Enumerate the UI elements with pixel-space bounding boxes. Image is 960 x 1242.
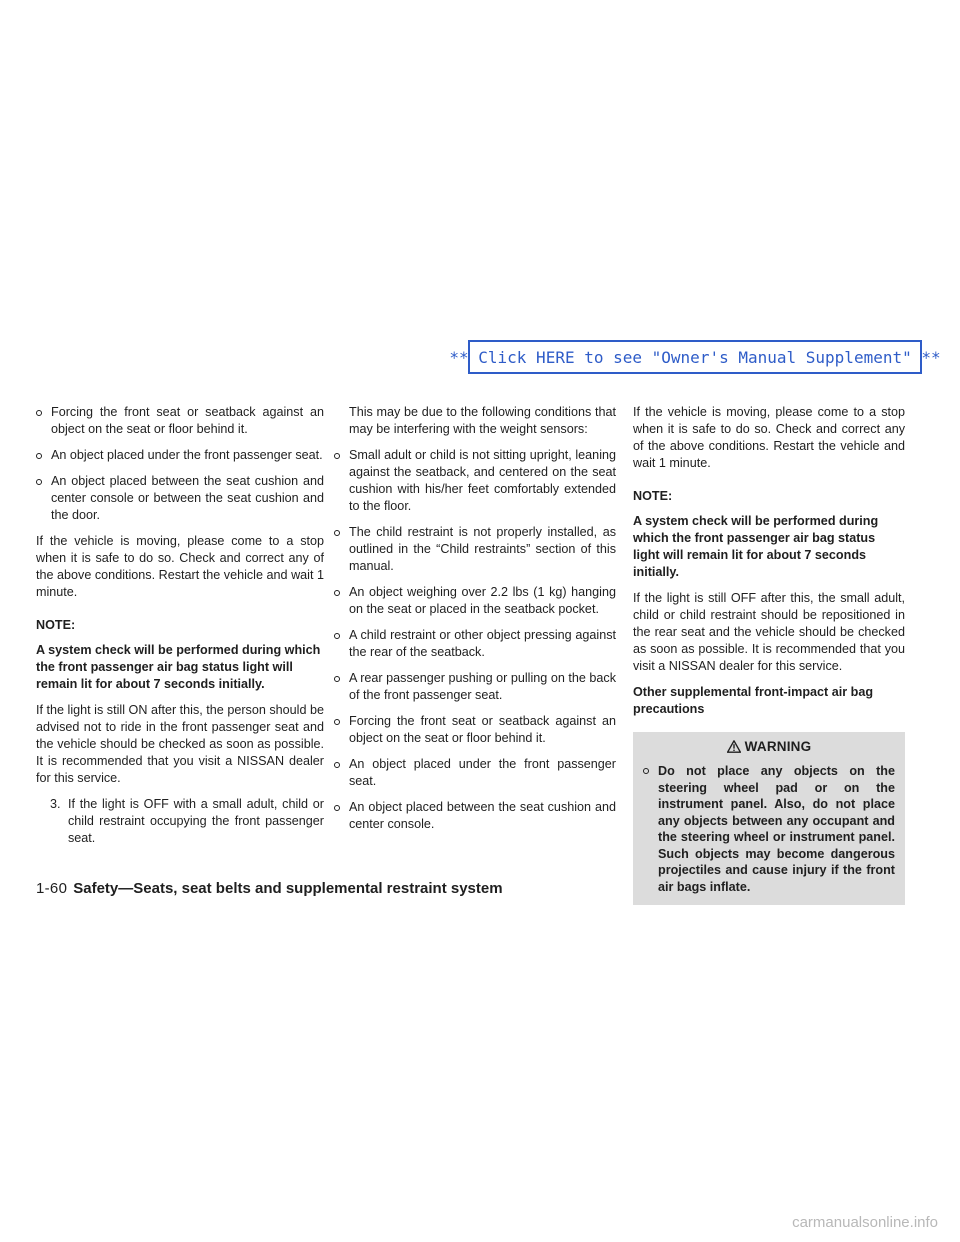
list-item: A rear passenger pushing or pulling on the back of the front passenger seat. [334,670,616,704]
section-title: Safety—Seats, seat belts and supplemental restraint system [73,880,503,897]
bullet-icon [36,410,42,416]
bullet-icon [334,805,340,811]
bullet-icon [334,633,340,639]
list-item: Small adult or child is not sitting upright, leaning against the seatback, and centered on the seat cushion with his/her feet comfortably extended to the floor. [334,447,616,515]
list-item: A child restraint or other object pressing against the rear of the seatback. [334,627,616,661]
list-item: The child restraint is not properly installed, as outlined in the “Child restraints” section of this manual. [334,524,616,575]
list-item: Forcing the front seat or seatback against an object on the seat or floor behind it. [36,404,324,438]
bullet-icon [643,768,649,774]
bullet-icon [334,453,340,459]
warning-title: WARNING [643,732,895,763]
list-item: An object placed under the front passenger seat. [36,447,324,464]
list-item: An object weighing over 2.2 lbs (1 kg) hanging on the seat or placed in the seatback pocket. [334,584,616,618]
bullet-icon [36,453,42,459]
left-column [36,404,324,856]
warning-icon [727,740,741,753]
right-column [633,404,905,905]
note-heading: NOTE: [36,618,76,632]
list-item: An object placed between the seat cushion and center console or between the seat cushion and the door. [36,473,324,524]
warning-box [633,732,905,905]
warning-item: Do not place any objects on the steering wheel pad or on the instrument panel. Also, do not place any objects between any occupant and the steering wheel or instrument panel. Such objects may become dangerous projectiles and cause injury if the front air bags inflate. [643,763,895,895]
bullet-icon [334,719,340,725]
paragraph: If the vehicle is moving, please come to a stop when it is safe to do so. Check and correct any of the above conditions. Restart the vehicle and wait 1 minute. [633,405,905,470]
page-number: 1-60 [36,880,68,897]
note-text: A system check will be performed during which the front passenger air bag status light will remain lit for about 7 seconds initially. [36,643,321,691]
note-text: A system check will be performed during which the front passenger air bag status light will remain lit for about 7 seconds initially. [633,514,879,579]
middle-column [334,404,616,842]
paragraph: This may be due to the following conditions that may be interfering with the weight sensors: [349,405,616,436]
section-subheading: Other supplemental front-impact air bag precautions [633,685,874,716]
list-item: An object placed under the front passenger seat. [334,756,616,790]
list-item: An object placed between the seat cushion and center console. [334,799,616,833]
paragraph: If the light is still ON after this, the person should be advised not to ride in the front passenger seat and the vehicle should be checked as soon as possible. It is recommended that you visit a NISSAN dealer for this service. [36,703,324,785]
bullet-icon [334,762,340,768]
numbered-item: 3. If the light is OFF with a small adult, child or child restraint occupying the front passenger seat. [50,797,324,845]
bullet-icon [334,590,340,596]
paragraph: If the vehicle is moving, please come to a stop when it is safe to do so. Check and correct any of the above conditions. Restart the vehicle and wait 1 minute. [36,534,324,599]
watermark: carmanualsonline.info [792,1214,938,1231]
note-heading: NOTE: [633,489,673,503]
page-footer [36,880,503,897]
bullet-icon [36,479,42,485]
owners-manual-supplement-link[interactable]: ** Click HERE to see "Owner's Manual Supplement" ** [468,340,922,374]
list-item: Forcing the front seat or seatback against an object on the seat or floor behind it. [334,713,616,747]
bullet-icon [334,676,340,682]
item-number: 3. [50,797,61,811]
paragraph: If the light is still OFF after this, the small adult, child or child restraint should be repositioned in the rear seat and the vehicle should be checked as soon as possible. It is recommended that you visit a NISSAN dealer for this service. [633,591,905,673]
bullet-icon [334,530,340,536]
